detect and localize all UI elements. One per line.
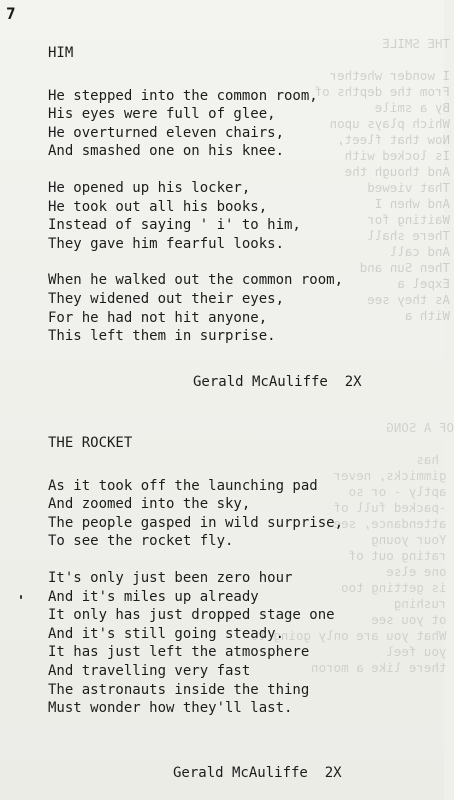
verse-line: And it's still going steady. (48, 625, 285, 642)
verse-line: The people gasped in wild surprise, (48, 514, 344, 531)
poem-the-rocket (48, 434, 343, 736)
verse-line: To see the rocket fly. (48, 533, 234, 550)
verse-line: And zoomed into the sky, (48, 496, 251, 513)
verse-line: He opened up his locker, (48, 179, 251, 196)
stanza (48, 569, 343, 718)
verse-line: He took out all his books, (48, 198, 268, 215)
verse-line: He overturned eleven chairs, (48, 124, 285, 141)
stanza (48, 87, 343, 161)
ink-speck (20, 595, 22, 599)
verse-line: They gave him fearful looks. (48, 235, 285, 252)
stanza (48, 179, 343, 253)
verse-line: It's only just been zero hour (48, 569, 293, 586)
verse-line: This left them in surprise. (48, 328, 276, 345)
verse-line: For he had not hit anyone, (48, 309, 268, 326)
verse-line: And smashed one on his knee. (48, 143, 285, 160)
verse-line: Instead of saying ' i' to him, (48, 217, 301, 234)
show-through-text: THE SMILE I wonder whether From the depths of By a smile Which plays upon Now that fleet, Is locked with And though the That viewed And when I Waiting for There shall And call Then Sun and Expel a As they see With a (314, 36, 450, 323)
poem-title: HIM (48, 45, 74, 61)
show-through-text-lower: OF A SONG has gimmicks, never aptly - or so -packed full of attendance, see Your young rating out of one else is getting too rushing ot you see What you are only going to you feel there like a moron (250, 420, 454, 675)
poem-author: Gerald McAuliffe 2X (193, 374, 362, 390)
page-number: 7 (6, 4, 16, 23)
verse-line: And travelling very fast (48, 662, 251, 679)
verse-line: When he walked out the common room, (48, 272, 344, 289)
stanza (48, 271, 343, 345)
stanza (48, 477, 343, 551)
verse-line: And it's miles up already (48, 588, 259, 605)
verse-line: His eyes were full of glee, (48, 106, 276, 123)
verse-line: It has just left the atmosphere (48, 644, 310, 661)
poem-author: Gerald McAuliffe 2X (173, 765, 342, 781)
verse-line: As it took off the launching pad (48, 477, 318, 494)
verse-line: The astronauts inside the thing (48, 681, 310, 698)
verse-line: He stepped into the common room, (48, 87, 318, 104)
poem-him (48, 44, 343, 364)
verse-line: Must wonder how they'll last. (48, 700, 293, 717)
verse-line: It only has just dropped stage one (48, 607, 335, 624)
poem-title: THE ROCKET (48, 435, 133, 451)
verse-line: They widened out their eyes, (48, 290, 285, 307)
